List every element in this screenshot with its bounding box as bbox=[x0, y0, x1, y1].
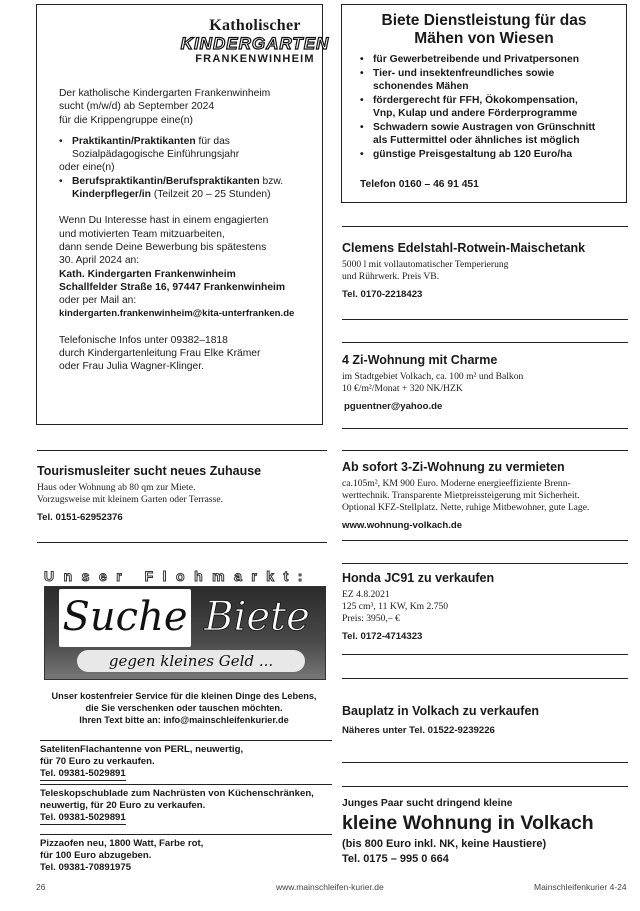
junges-paar-phone: Tel. 0175 – 995 0 664 bbox=[342, 853, 449, 865]
text-line: Telefonische Infos unter 09382–1818 bbox=[59, 334, 228, 346]
logo-line2: KINDERGARTEN bbox=[180, 34, 330, 53]
text-line: für die Krippengruppe eine(n) bbox=[59, 114, 193, 126]
page-number: 26 bbox=[36, 882, 46, 892]
flohmarkt-item: SatelitenFlachantenne von PERL, neuwertig, für 70 Euro zu verkaufen. Tel. 09381-5029891 bbox=[40, 744, 244, 779]
biete-label: Biete bbox=[204, 594, 310, 640]
mowing-ad bbox=[341, 4, 627, 203]
mowing-title: Biete Dienstleistung für das Mähen von Wiesen bbox=[381, 12, 587, 47]
ad-text: ca.105m², KM 900 Euro. Moderne energieeffiziente Brenn- werttechnik. Transparente Mietpreissteigerung mit Sicherheit. Optional KFZ-Stellplatz. Nette, ruhige Mitbewohner, gute Lage. bbox=[342, 478, 590, 513]
ad-title: Bauplatz in Volkach zu verkaufen bbox=[342, 704, 540, 718]
footer-issue: Mainschleifenkurier 4-24 bbox=[534, 882, 627, 892]
footer-url[interactable]: www.mainschleifen-kurier.de bbox=[276, 882, 384, 892]
ad-tourismus bbox=[37, 463, 327, 523]
text-line: Der katholische Kindergarten Frankenwinheim bbox=[59, 88, 271, 99]
mowing-phone: Telefon 0160 – 46 91 451 bbox=[360, 179, 479, 190]
ad-title: Tourismusleiter sucht neues Zuhause bbox=[37, 464, 262, 478]
ad-title: 4 Zi-Wohnung mit Charme bbox=[342, 353, 498, 367]
ad-honda bbox=[342, 570, 630, 642]
list-item: • günstige Preisgestaltung ab 120 Euro/ha bbox=[360, 148, 622, 161]
text-line: Wenn Du Interesse hast in einem engagierten bbox=[59, 215, 269, 227]
flohmarkt-item: Pizzaofen neu, 1800 Watt, Farbe rot, für 100 Euro abzugeben. Tel. 09381-70891975 bbox=[40, 838, 204, 873]
text-line: 30. April 2024 an: bbox=[59, 255, 140, 267]
kindergarten-logo bbox=[175, 17, 335, 65]
ad-wohnung4 bbox=[342, 352, 630, 412]
text-line: und motivierten Team mitzuarbeiten, bbox=[59, 228, 225, 240]
list-item: • Schwadern sowie Austragen von Grünschnitt als Futtermittel oder ähnliches ist möglich bbox=[360, 121, 622, 147]
list-item: • Tier- und insektenfreundliches sowie schonendes Mähen bbox=[360, 67, 622, 93]
list-item: • für Gewerbetreibende und Privatpersonen bbox=[360, 53, 622, 66]
flohmarkt-info: Unser kostenfreier Service für die kleinen Dinge des Lebens, die Sie verschenken oder tauschen möchten. Ihren Text bitte an: info@mainschleifenkurier.de bbox=[51, 691, 317, 725]
position-item: • Berufspraktikantin/Berufspraktikanten bzw. Kinderpfleger/in (Teilzeit 20 – 25 Stunden) bbox=[59, 175, 321, 202]
ad-contact: Tel. 0151-62952376 bbox=[37, 512, 123, 523]
ad-contact: Tel. 0172-4714323 bbox=[342, 631, 423, 642]
ad-edelstahl bbox=[342, 240, 630, 300]
ad-text: EZ 4.8.2021 125 cm³, 11 KW, Km 2.750 Preis: 3950,– € bbox=[342, 589, 449, 624]
kindergarten-body bbox=[59, 87, 321, 374]
ad-bauplatz bbox=[342, 703, 630, 736]
text-line: oder eine(n) bbox=[59, 162, 115, 174]
junges-paar-sub: (bis 800 Euro inkl. NK, keine Haustiere) bbox=[342, 838, 547, 850]
list-item: • fördergerecht für FFH, Ökokompensation, Vnp, Kulap und andere Förderprogramme bbox=[360, 94, 622, 120]
ad-wohnung3 bbox=[342, 459, 630, 531]
ad-title: Ab sofort 3-Zi-Wohnung zu vermieten bbox=[342, 460, 565, 474]
text-line: oder per Mail an: bbox=[59, 295, 137, 307]
ad-title: Clemens Edelstahl-Rotwein-Maischetank bbox=[342, 241, 586, 255]
geld-label: gegen kleines Geld ... bbox=[77, 650, 305, 672]
ad-text: Haus oder Wohnung ab 80 qm zur Miete. Vorzugsweise mit kleinem Garten oder Terrasse. bbox=[37, 482, 223, 505]
flohmarkt-banner bbox=[44, 586, 326, 680]
address-line: Schallfelder Straße 16, 97447 Frankenwinheim bbox=[59, 281, 286, 293]
flohmarkt-title: Unser Flohmarkt: bbox=[44, 568, 312, 584]
text-line: dann sende Deine Bewerbung bis spätestens bbox=[59, 241, 267, 253]
ad-text: 5000 l mit vollautomatischer Temperierung und Rührwerk. Preis VB. bbox=[342, 259, 509, 282]
flohmarkt-item: Teleskopschublade zum Nachrüsten von Küchenschränken, neuwertig, für 20 Euro zu verkaufen. Tel. 09381-5029891 bbox=[40, 788, 314, 823]
ad-contact: Tel. 0170-2218423 bbox=[342, 289, 423, 300]
text-line: sucht (m/w/d) ab September 2024 bbox=[59, 101, 215, 113]
logo-line3: FRANKENWINHEIM bbox=[195, 53, 315, 65]
kindergarten-ad bbox=[36, 4, 330, 425]
mowing-list bbox=[360, 53, 622, 162]
text-line: oder Frau Julia Wagner-Klinger. bbox=[59, 361, 204, 373]
ad-title: Honda JC91 zu verkaufen bbox=[342, 571, 495, 585]
ad-text: im Stadtgebiet Volkach, ca. 100 m² und Balkon 10 €/m²/Monat + 320 NK/HZK bbox=[342, 371, 524, 394]
text-line: durch Kindergartenleitung Frau Elke Krämer bbox=[59, 348, 261, 360]
junges-paar-intro: Junges Paar sucht dringend kleine bbox=[342, 798, 513, 809]
junges-paar-headline: kleine Wohnung in Volkach bbox=[342, 812, 594, 834]
ad-contact-email[interactable]: pguentner@yahoo.de bbox=[344, 401, 443, 412]
ad-contact: Näheres unter Tel. 01522-9239226 bbox=[342, 725, 495, 736]
position-item: • Praktikantin/Praktikanten für das Sozialpädagogische Einführungsjahr bbox=[59, 135, 321, 162]
email-link[interactable]: kindergarten.frankenwinheim@kita-unterfranken.de bbox=[59, 308, 295, 320]
ad-contact-url[interactable]: www.wohnung-volkach.de bbox=[342, 520, 463, 531]
address-line: Kath. Kindergarten Frankenwinheim bbox=[59, 268, 236, 280]
suche-label: Suche bbox=[59, 589, 191, 647]
logo-line1: Katholischer bbox=[209, 17, 301, 34]
